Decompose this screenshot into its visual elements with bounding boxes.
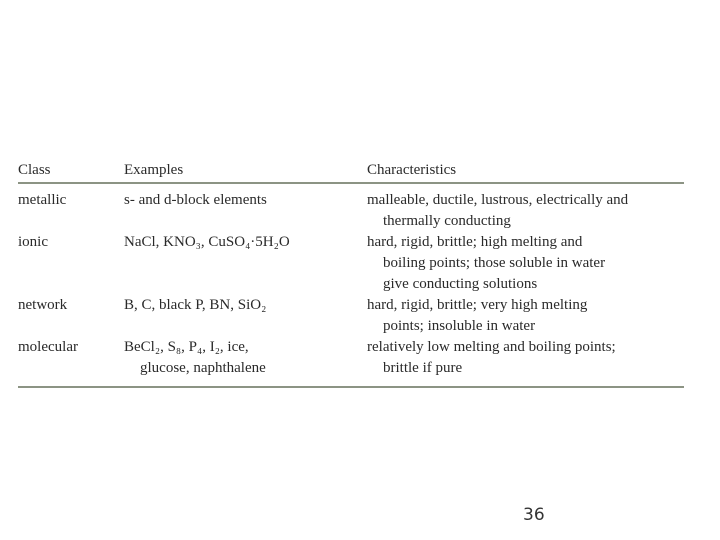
table-cell-line: hard, rigid, brittle; very high melting: [367, 297, 588, 313]
table-cell-line: relatively low melting and boiling points;: [367, 339, 616, 355]
table-cell-line: BeCl₂, S₈, P₄, I₂, ice,: [124, 339, 249, 355]
table-cell-line: glucose, naphthalene: [140, 360, 266, 376]
solids-classification-table: [18, 160, 684, 388]
row-network-examples: [124, 295, 266, 316]
row-molecular-class: molecular: [18, 339, 78, 355]
header-examples: Examples: [124, 162, 184, 178]
row-network-characteristics: [367, 295, 587, 337]
row-ionic-examples: [124, 232, 290, 253]
page-number: 36: [523, 505, 545, 525]
row-metallic-characteristics: [367, 190, 628, 232]
header-class: Class: [18, 162, 51, 178]
row-molecular-characteristics: [367, 337, 616, 379]
table-cell-line: points; insoluble in water: [383, 318, 536, 334]
table-cell-line: thermally conducting: [383, 213, 511, 229]
table-cell-line: malleable, ductile, lustrous, electrically and: [367, 192, 629, 208]
row-ionic-characteristics: [367, 232, 605, 295]
row-molecular-examples: [124, 337, 266, 379]
table-cell-line: NaCl, KNO₃, CuSO₄·5H₂O: [124, 234, 290, 250]
table-cell-line: boiling points; those soluble in water: [383, 255, 606, 271]
table-cell-line: s- and d-block elements: [124, 192, 267, 208]
table-body: [18, 184, 684, 388]
row-network-class: network: [18, 297, 68, 313]
table-cell-line: brittle if pure: [383, 360, 463, 376]
table-cell-line: give conducting solutions: [383, 276, 538, 292]
table-header-row: [18, 160, 684, 184]
table-cell-line: B, C, black P, BN, SiO₂: [124, 297, 267, 313]
row-ionic-class: ionic: [18, 234, 48, 250]
row-metallic-class: metallic: [18, 192, 67, 208]
header-characteristics: Characteristics: [367, 162, 457, 178]
row-metallic-examples: [124, 190, 267, 211]
table-cell-line: hard, rigid, brittle; high melting and: [367, 234, 583, 250]
